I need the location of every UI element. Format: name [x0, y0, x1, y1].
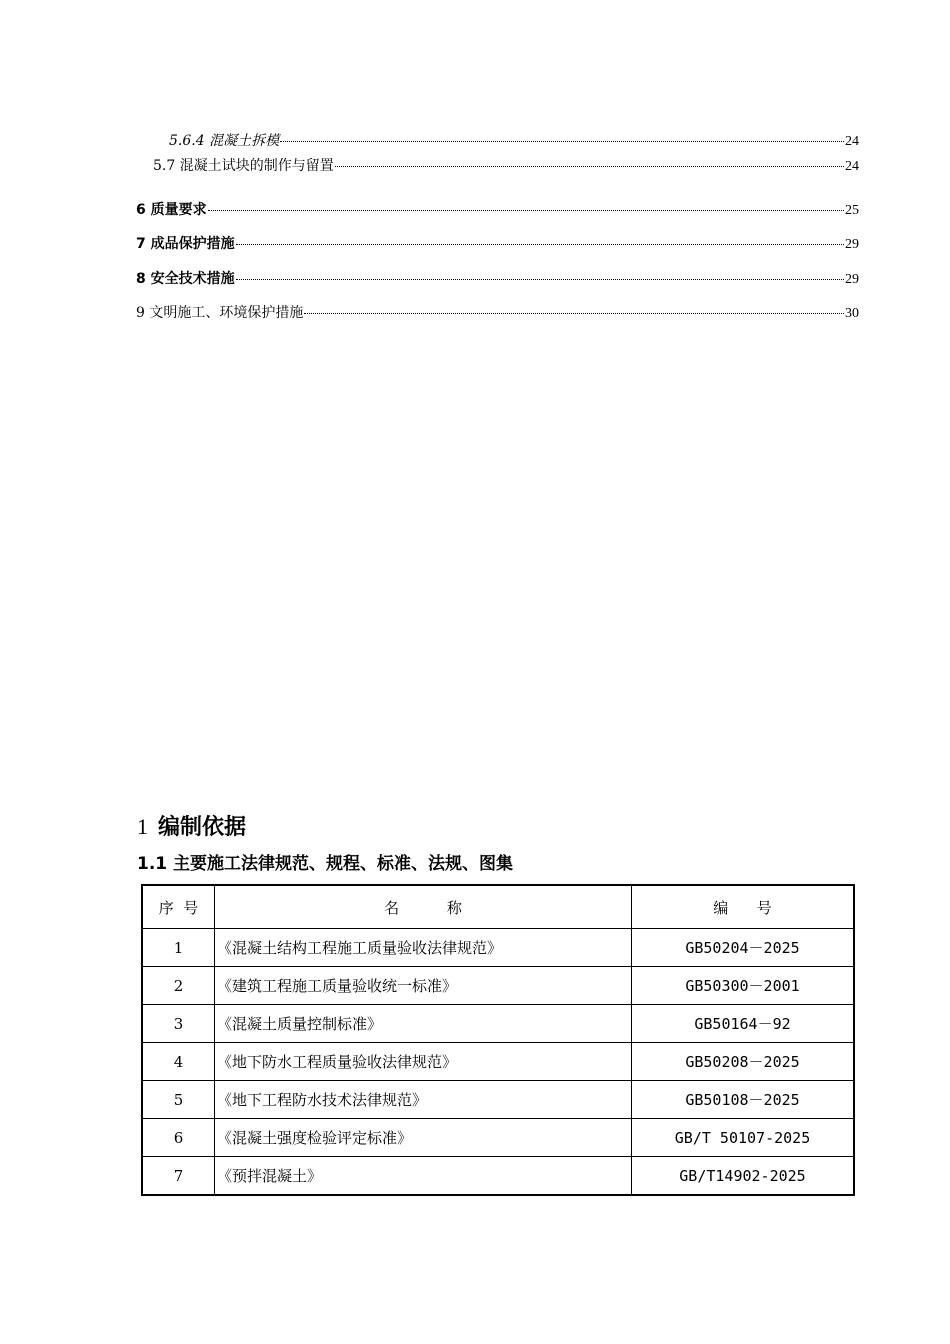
row-name: 《混凝土结构工程施工质量验收法律规范》: [215, 929, 632, 967]
table-row: [142, 929, 854, 967]
toc-leader-dots: [304, 313, 844, 314]
toc-entry-label: 7 成品保护措施: [136, 236, 235, 252]
toc-entry-page: 24: [845, 134, 859, 149]
toc-entry-label: 5.7 混凝土试块的制作与留置: [153, 158, 334, 174]
row-index: 1: [142, 929, 215, 967]
toc-entry-label: 6 质量要求: [136, 202, 207, 218]
toc-entry-label: 5.6.4 混凝土拆模: [169, 133, 280, 149]
toc-entry[interactable]: [136, 304, 859, 323]
toc-entry[interactable]: [136, 201, 859, 220]
toc-leader-dots: [236, 279, 844, 280]
row-name: 《地下防水工程质量验收法律规范》: [215, 1043, 632, 1081]
toc-entry[interactable]: [153, 157, 859, 176]
toc-entry[interactable]: [136, 235, 859, 254]
row-index: 7: [142, 1157, 215, 1196]
section-heading: [137, 810, 246, 841]
row-name: 《地下工程防水技术法律规范》: [215, 1081, 632, 1119]
table-row: [142, 1081, 854, 1119]
toc-entry-page: 25: [845, 203, 859, 218]
subsection-heading: 1.1 主要施工法律规范、规程、标准、法规、图集: [137, 854, 514, 874]
row-code: GB50204－2025: [632, 929, 855, 967]
table-row: [142, 967, 854, 1005]
toc-entry-page: 29: [845, 272, 859, 287]
toc-entry[interactable]: [136, 270, 859, 289]
header-name: 名 称: [215, 885, 632, 929]
row-index: 4: [142, 1043, 215, 1081]
toc-leader-dots: [236, 244, 844, 245]
toc-entry-label: 9 文明施工、环境保护措施: [136, 305, 304, 321]
row-name: 《建筑工程施工质量验收统一标准》: [215, 967, 632, 1005]
header-code: 编 号: [632, 885, 855, 929]
table-row: [142, 1157, 854, 1196]
row-name: 《预拌混凝土》: [215, 1157, 632, 1196]
standards-table: [141, 884, 855, 1196]
row-code: GB50108－2025: [632, 1081, 855, 1119]
toc-leader-dots: [208, 210, 844, 211]
row-index: 3: [142, 1005, 215, 1043]
row-code: GB/T14902-2025: [632, 1157, 855, 1196]
table-row: [142, 1119, 854, 1157]
toc-leader-dots: [280, 141, 844, 142]
table-row: [142, 1005, 854, 1043]
toc-entry-label: 8 安全技术措施: [136, 271, 235, 287]
row-index: 2: [142, 967, 215, 1005]
toc-leader-dots: [335, 166, 844, 167]
row-code: GB50208－2025: [632, 1043, 855, 1081]
toc-entry[interactable]: [169, 132, 859, 151]
table-row: [142, 1043, 854, 1081]
row-index: 6: [142, 1119, 215, 1157]
section-title: 编制依据: [158, 815, 247, 840]
row-code: GB/T 50107-2025: [632, 1119, 855, 1157]
toc-entry-page: 29: [845, 237, 859, 252]
header-index: 序 号: [142, 885, 215, 929]
row-code: GB50164－92: [632, 1005, 855, 1043]
toc-entry-page: 24: [845, 159, 859, 174]
section-number: 1: [137, 814, 148, 839]
row-index: 5: [142, 1081, 215, 1119]
row-name: 《混凝土质量控制标准》: [215, 1005, 632, 1043]
toc-entry-page: 30: [845, 306, 859, 321]
table-header-row: [142, 885, 854, 929]
row-code: GB50300－2001: [632, 967, 855, 1005]
row-name: 《混凝土强度检验评定标准》: [215, 1119, 632, 1157]
